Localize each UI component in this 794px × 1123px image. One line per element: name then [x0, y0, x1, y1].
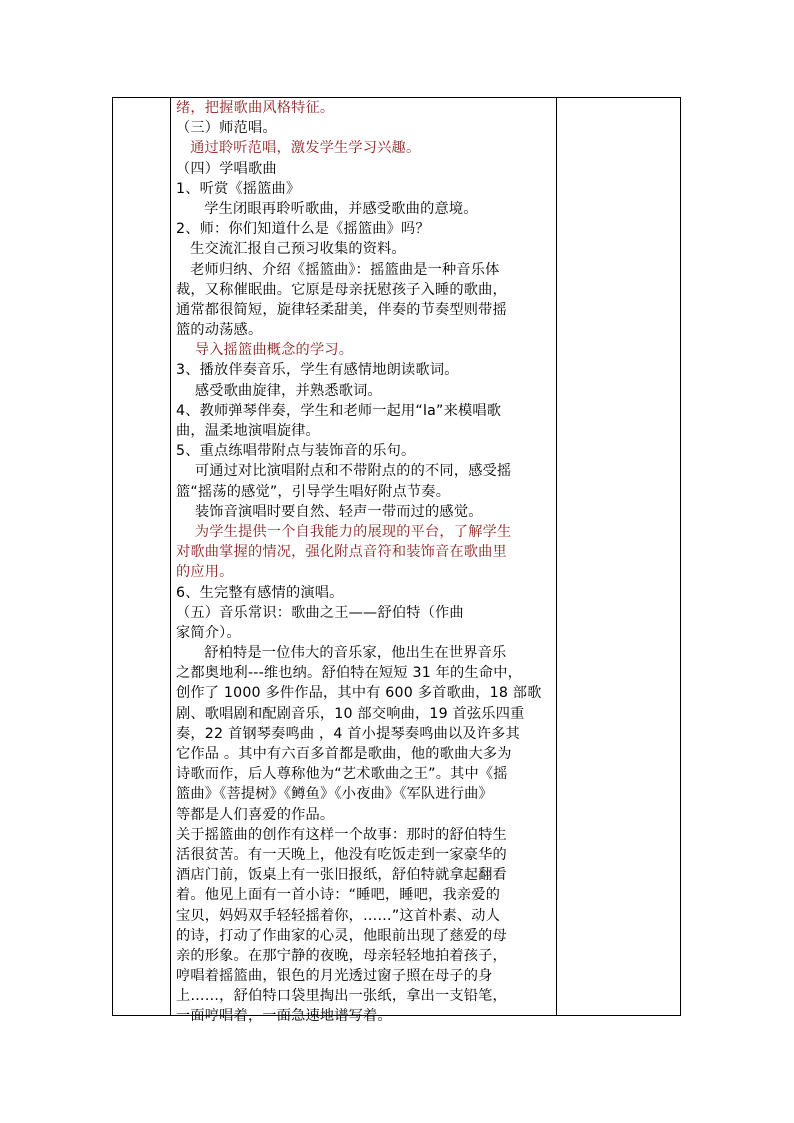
text-line: 酒店门前，饭桌上有一张旧报纸，舒伯特就拿起翻看 — [176, 867, 507, 884]
text-line: 的诗，打动了作曲家的心灵，他眼前出现了慈爱的母 — [176, 927, 507, 944]
text-line: （三）师范唱。 — [176, 120, 277, 137]
text-line: 2、师：你们知道什么是《摇篮曲》吗？ — [176, 221, 430, 238]
text-line: 篮曲》《菩提树》《鳟鱼》《小夜曲》《军队进行曲》 — [176, 786, 493, 803]
text-line: 活很贫苦。有一天晚上，他没有吃饭走到一家豪华的 — [176, 846, 507, 863]
text-line: 感受歌曲旋律，并熟悉歌词。 — [176, 382, 382, 399]
text-line: 舒柏特是一位伟大的音乐家，他出生在世界音乐 — [176, 645, 507, 662]
teaching-note-line: 通过聆听范唱，激发学生学习兴趣。 — [176, 140, 421, 157]
text-line: 诗歌而作，后人尊称他为“艺术歌曲之王”。其中《摇 — [176, 766, 508, 783]
text-line: 3、播放伴奏音乐，学生有感情地朗读歌词。 — [176, 362, 459, 379]
text-line: 创作了 1000 多件作品，其中有 600 多首歌曲，18 部歌 — [176, 685, 542, 702]
teaching-note-line: 的应用。 — [176, 564, 234, 581]
table-border-right — [680, 97, 681, 1016]
text-line: 宝贝，妈妈双手轻轻摇着你，……”这首朴素、动人 — [176, 907, 501, 924]
text-line: 可通过对比演唱附点和不带附点的的不同，感受摇 — [176, 463, 512, 480]
table-cell-right — [557, 98, 680, 1015]
text-line: 篮的动荡感。 — [176, 322, 263, 339]
text-line: 生交流汇报自己预习收集的资料。 — [176, 241, 406, 258]
text-line: 之都奥地利---维也纳。舒伯特在短短 31 年的生命中， — [176, 665, 522, 682]
teaching-note-line: 对歌曲掌握的情况，强化附点音符和装饰音在歌曲里 — [176, 544, 507, 561]
text-line: 通常都很简短，旋律轻柔甜美，伴奏的节奏型则带摇 — [176, 301, 507, 318]
text-line: 等都是人们喜爱的作品。 — [176, 806, 335, 823]
text-line: 一面哼唱着，一面急速地谱写着。 — [176, 1008, 392, 1025]
text-line: 1、听赏《摇篮曲》 — [176, 180, 301, 197]
text-line: （五）音乐常识：歌曲之王——舒伯特（作曲 — [176, 604, 464, 621]
text-line: 奏，22 首钢琴奏鸣曲 ，4 首小提琴奏鸣曲以及许多其 — [176, 725, 520, 742]
text-line: 裁，又称催眠曲。它原是母亲抚慰孩子入睡的歌曲， — [176, 281, 507, 298]
text-line: 它作品 。其中有六百多首都是歌曲，他的歌曲大多为 — [176, 746, 512, 762]
text-line: 篮“摇荡的感觉”，引导学生唱好附点节奏。 — [176, 483, 451, 500]
text-line: 着。他见上面有一首小诗：“睡吧，睡吧，我亲爱的 — [176, 887, 501, 904]
text-line: 上……，舒伯特口袋里掏出一张纸，拿出一支铅笔， — [176, 988, 507, 1005]
teaching-note-line: 为学生提供一个自我能力的展现的平台，了解学生 — [176, 523, 512, 540]
table-divider-1 — [170, 97, 171, 1016]
text-line: 6、生完整有感情的演唱。 — [176, 584, 344, 601]
teaching-note-line: 绪，把握歌曲风格特征。 — [176, 100, 335, 116]
text-line: 哼唱着摇篮曲，银色的月光透过窗子照在母子的身 — [176, 968, 493, 985]
lesson-content-cell — [176, 98, 554, 1027]
text-line: 亲的形象。在那宁静的夜晚，母亲轻轻地拍着孩子， — [176, 947, 507, 964]
table-cell-left — [113, 98, 170, 1015]
teaching-note-line: 导入摇篮曲概念的学习。 — [176, 342, 354, 359]
text-line: 装饰音演唱时要自然、轻声一带而过的感觉。 — [176, 503, 483, 520]
text-line: 剧、歌唱剧和配剧音乐，10 部交响曲，19 首弦乐四重 — [176, 705, 525, 722]
text-line: 老师归纳、介绍《摇篮曲》：摇篮曲是一种音乐体 — [176, 261, 500, 278]
text-line: 4、教师弹琴伴奏，学生和老师一起用“la”来模唱歌 — [176, 402, 502, 419]
text-line: 学生闭眼再聆听歌曲，并感受歌曲的意境。 — [176, 200, 478, 217]
text-line: 关于摇篮曲的创作有这样一个故事：那时的舒伯特生 — [176, 826, 507, 843]
text-line: （四）学唱歌曲 — [176, 160, 277, 177]
text-line: 5、重点练唱带附点与装饰音的乐句。 — [176, 443, 416, 460]
text-line: 家简介）。 — [176, 624, 241, 641]
text-line: 曲，温柔地演唱旋律。 — [176, 423, 320, 439]
